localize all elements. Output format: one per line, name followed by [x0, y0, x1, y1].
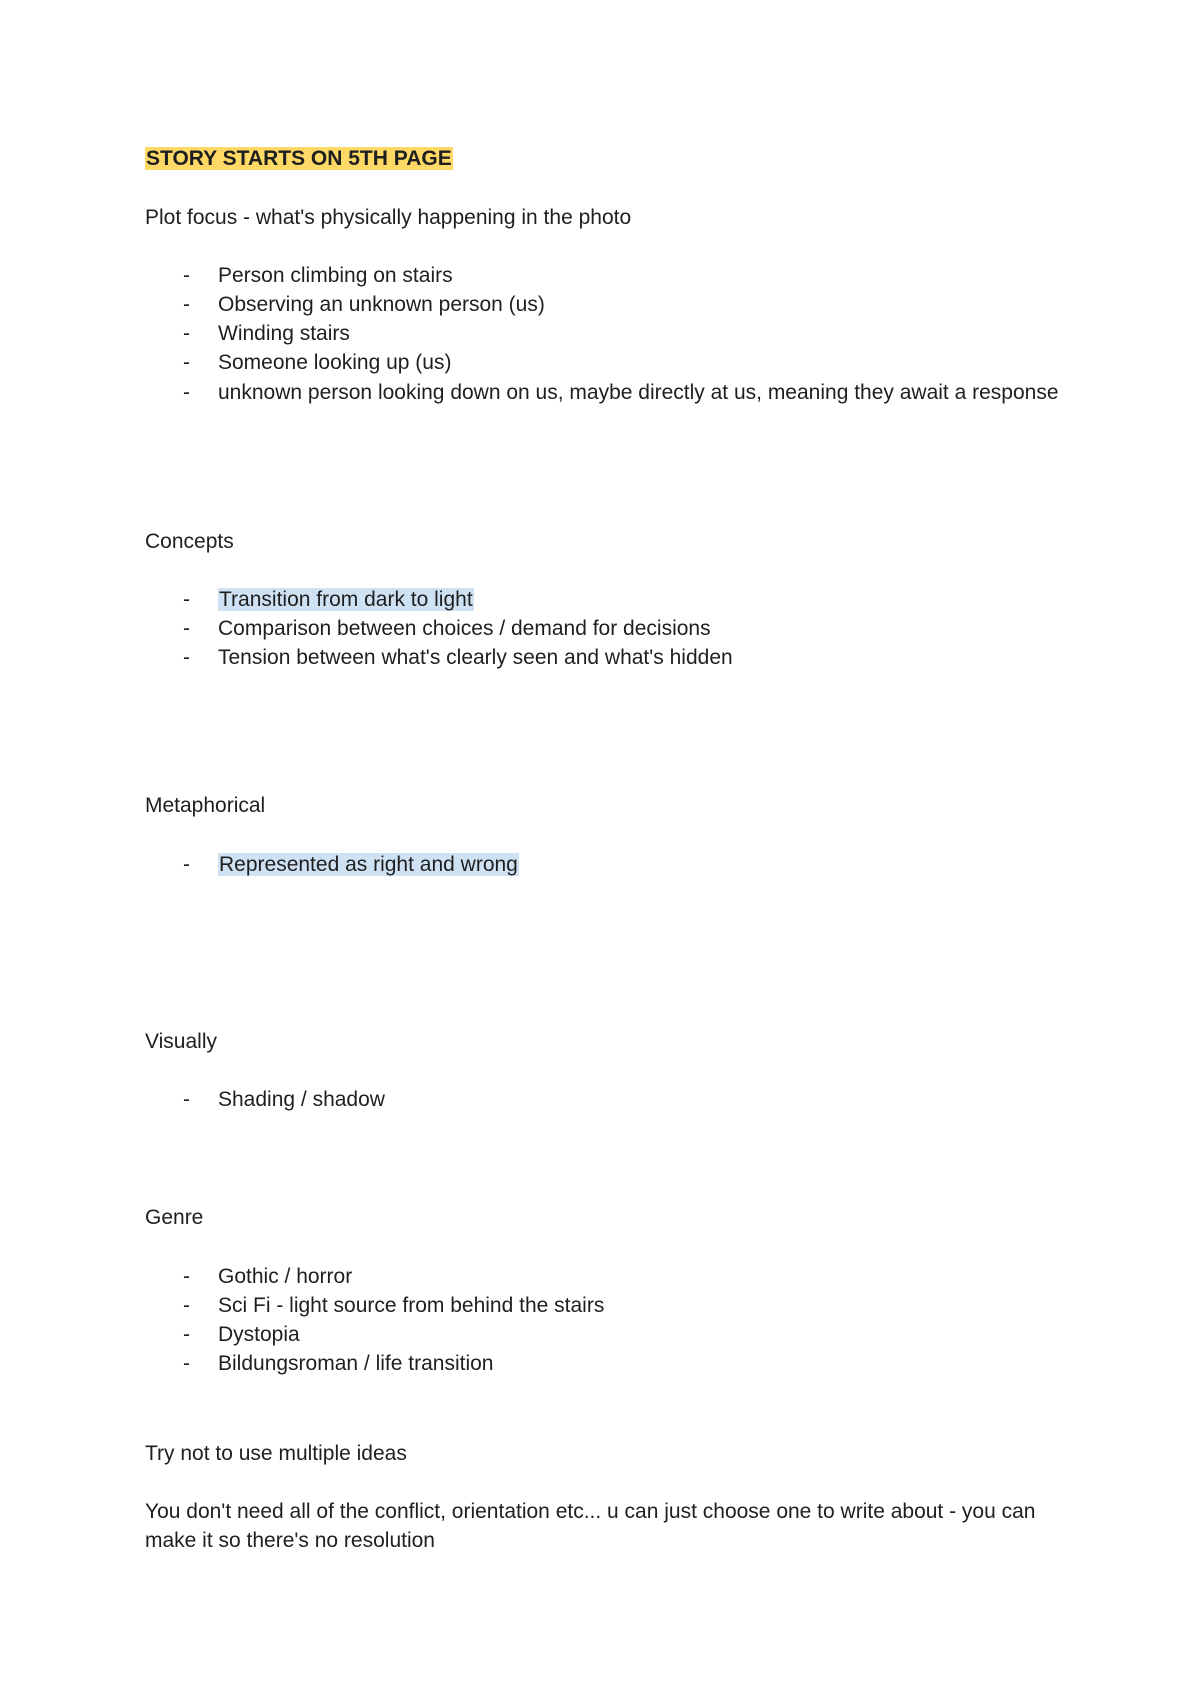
visually-heading: Visually — [145, 1030, 217, 1053]
note-paragraph: Try not to use multiple ideas — [145, 1442, 407, 1465]
text-highlight: Represented as right and wrong — [219, 853, 518, 876]
bullet-dash: - — [183, 1352, 190, 1375]
list-item-text: Gothic / horror — [218, 1265, 353, 1288]
list-item-text — [218, 850, 519, 879]
text-highlight: Transition from dark to light — [219, 588, 473, 611]
list-item-text — [218, 585, 474, 614]
genre-heading: Genre — [145, 1206, 204, 1229]
list-item-text: unknown person looking down on us, maybe directly at us, meaning they await a response — [218, 381, 1059, 404]
title-highlight: STORY STARTS ON 5TH PAGE — [146, 147, 452, 170]
bullet-dash: - — [183, 293, 190, 316]
list-item-text: Dystopia — [218, 1323, 300, 1346]
list-item-text: Shading / shadow — [218, 1088, 385, 1111]
bullet-dash: - — [183, 381, 190, 404]
list-item-text: Tension between what's clearly seen and what's hidden — [218, 646, 733, 669]
plot-heading: Plot focus - what's physically happening in the photo — [145, 206, 632, 229]
list-item-text: Person climbing on stairs — [218, 264, 453, 287]
list-item-text: Someone looking up (us) — [218, 351, 452, 374]
note-paragraph: You don't need all of the conflict, orientation etc... u can just choose one to write about - you can make it so there's no resolution — [145, 1500, 1036, 1552]
bullet-dash: - — [183, 1294, 190, 1317]
bullet-dash: - — [183, 322, 190, 345]
concepts-heading: Concepts — [145, 530, 234, 553]
bullet-dash: - — [183, 853, 190, 876]
bullet-dash: - — [183, 1323, 190, 1346]
bullet-dash: - — [183, 617, 190, 640]
list-item-text: Observing an unknown person (us) — [218, 293, 545, 316]
list-item-text: Comparison between choices / demand for decisions — [218, 617, 711, 640]
bullet-dash: - — [183, 1265, 190, 1288]
page-title — [145, 144, 453, 173]
list-item-text: Sci Fi - light source from behind the stairs — [218, 1294, 605, 1317]
list-item-text: Winding stairs — [218, 322, 350, 345]
bullet-dash: - — [183, 646, 190, 669]
bullet-dash: - — [183, 264, 190, 287]
bullet-dash: - — [183, 1088, 190, 1111]
bullet-dash: - — [183, 351, 190, 374]
list-item-text: Bildungsroman / life transition — [218, 1352, 494, 1375]
metaphorical-heading: Metaphorical — [145, 794, 266, 817]
bullet-dash: - — [183, 588, 190, 611]
